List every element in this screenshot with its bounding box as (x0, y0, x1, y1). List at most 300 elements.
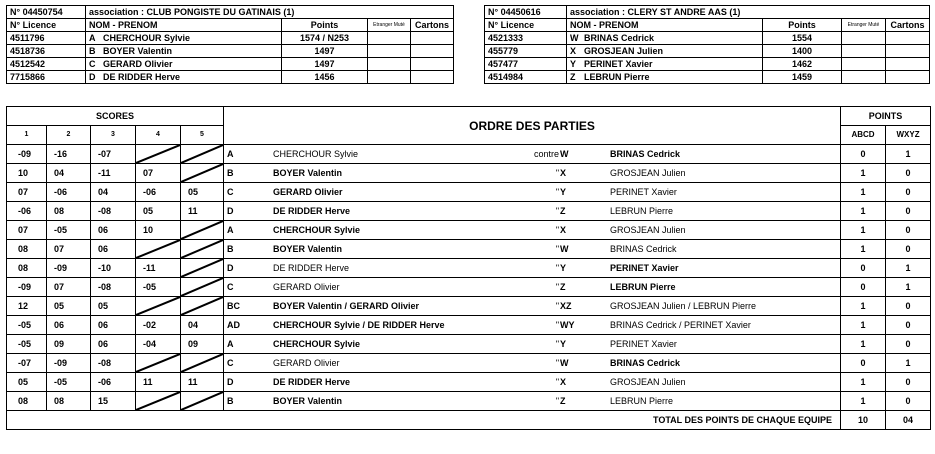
left-code: B (227, 168, 234, 178)
set-value: -16 (54, 149, 68, 159)
set-value: 05 (18, 377, 29, 387)
left-code: B (227, 244, 234, 254)
empty-set-cell (181, 297, 224, 316)
set-value: 04 (98, 187, 109, 197)
set-score-2 (47, 392, 91, 411)
right-code: X (560, 225, 567, 235)
points-wxyz: 0 (886, 335, 931, 354)
set-score-3 (91, 297, 136, 316)
set-value: 10 (18, 168, 29, 178)
set-value: 06 (98, 225, 109, 235)
player-cartons (411, 32, 454, 45)
left-player: CHERCHOUR Sylvie (273, 225, 361, 235)
strike-line (136, 240, 180, 258)
set-score-4 (136, 221, 181, 240)
player-points: 1497 (282, 58, 368, 71)
points-abcd: 1 (841, 221, 886, 240)
total-label: TOTAL DES POINTS DE CHAQUE EQUIPE (7, 411, 841, 430)
player-cartons (886, 45, 930, 58)
player-letter: D (89, 72, 96, 82)
points-abcd: 0 (841, 145, 886, 164)
set-value: 06 (98, 339, 109, 349)
set-value: -05 (18, 320, 32, 330)
set-score-4 (136, 259, 181, 278)
player-points: 1554 (763, 32, 842, 45)
set-value: 04 (188, 320, 199, 330)
set-value: -09 (54, 358, 68, 368)
right-player: BRINAS Cedrick (610, 244, 677, 254)
points-wxyz: 0 (886, 164, 931, 183)
set-value: -09 (18, 282, 32, 292)
player-name-cell (567, 58, 763, 71)
partie-cell (224, 221, 841, 240)
team-a-points-header: Points (282, 19, 368, 32)
set-score-3 (91, 202, 136, 221)
player-etranger (842, 45, 886, 58)
set-value: 07 (54, 244, 65, 254)
match-row (7, 202, 931, 221)
match-row (7, 278, 931, 297)
team-a-nom-header: NOM - PRENOM (86, 19, 282, 32)
team-a-licence-header: N° Licence (7, 19, 86, 32)
team-a-number: N° 04450754 (7, 6, 86, 19)
player-name: DE RIDDER Herve (103, 72, 181, 82)
left-player: CHERCHOUR Sylvie (273, 339, 361, 349)
right-code: X (560, 377, 567, 387)
team-b-table (484, 5, 930, 84)
right-player: LEBRUN Pierre (610, 206, 674, 216)
set-score-4 (136, 316, 181, 335)
right-code: W (560, 358, 569, 368)
left-code: B (227, 396, 234, 406)
team-a-table (6, 5, 454, 84)
set-header-4: 4 (136, 126, 181, 145)
strike-line (136, 392, 180, 410)
right-player: GROSJEAN Julien (610, 225, 686, 235)
player-etranger (368, 58, 411, 71)
player-points: 1574 / N253 (282, 32, 368, 45)
player-letter: Y (570, 59, 577, 69)
set-value: 06 (98, 320, 109, 330)
contre-separator: " (555, 396, 560, 406)
team-b-association: association : CLERY ST ANDRE AAS (1) (567, 6, 930, 19)
set-score-1 (7, 240, 47, 259)
player-name: PERINET Xavier (584, 59, 653, 69)
empty-set-cell (136, 240, 181, 259)
set-score-2 (47, 202, 91, 221)
player-cartons (411, 58, 454, 71)
player-points: 1462 (763, 58, 842, 71)
set-value: 07 (143, 168, 154, 178)
match-row (7, 297, 931, 316)
player-licence: 4511796 (7, 32, 86, 45)
empty-set-cell (136, 297, 181, 316)
set-value: 11 (143, 377, 153, 387)
set-score-2 (47, 259, 91, 278)
player-row (7, 71, 454, 84)
set-score-3 (91, 183, 136, 202)
empty-set-cell (136, 392, 181, 411)
strike-line (181, 221, 223, 239)
contre-separator: " (555, 358, 560, 368)
set-value: -07 (18, 358, 32, 368)
set-score-3 (91, 259, 136, 278)
right-code: WY (560, 320, 575, 330)
player-row (7, 32, 454, 45)
left-code: A (227, 225, 234, 235)
right-code: Z (560, 282, 566, 292)
player-name-cell (567, 71, 763, 84)
player-etranger (368, 71, 411, 84)
contre-separator: contre (534, 149, 560, 159)
set-score-2 (47, 373, 91, 392)
strike-line (136, 354, 180, 372)
team-b-number: N° 04450616 (485, 6, 567, 19)
points-wxyz: 1 (886, 145, 931, 164)
player-name-cell (86, 32, 282, 45)
set-score-2 (47, 335, 91, 354)
contre-separator: " (555, 168, 560, 178)
right-player: BRINAS Cedrick (610, 149, 681, 159)
points-wxyz: 1 (886, 354, 931, 373)
contre-separator: " (555, 225, 560, 235)
match-row (7, 183, 931, 202)
set-value: -05 (54, 377, 68, 387)
player-cartons (411, 45, 454, 58)
set-value: 05 (188, 187, 199, 197)
right-player: PERINET Xavier (610, 263, 679, 273)
left-code: D (227, 377, 234, 387)
player-etranger (842, 71, 886, 84)
right-code: Y (560, 263, 567, 273)
contre-separator: " (555, 263, 560, 273)
set-score-1 (7, 373, 47, 392)
set-score-2 (47, 297, 91, 316)
set-score-5 (181, 202, 224, 221)
points-abcd: 0 (841, 278, 886, 297)
partie-cell (224, 354, 841, 373)
player-licence: 7715866 (7, 71, 86, 84)
scores-header: SCORES (7, 107, 224, 126)
left-player: DE RIDDER Herve (273, 263, 350, 273)
set-score-3 (91, 354, 136, 373)
player-letter: Z (570, 72, 576, 82)
points-wxyz: 0 (886, 221, 931, 240)
right-code: W (560, 244, 569, 254)
left-player: GERARD Olivier (273, 358, 340, 368)
left-code: C (227, 187, 234, 197)
right-player: GROSJEAN Julien / LEBRUN Pierre (610, 301, 757, 311)
player-letter: B (89, 46, 96, 56)
set-score-3 (91, 221, 136, 240)
partie-cell (224, 278, 841, 297)
team-b-cartons-header: Cartons (886, 19, 930, 32)
player-licence: 4512542 (7, 58, 86, 71)
strike-line (181, 145, 223, 163)
set-score-3 (91, 316, 136, 335)
match-row (7, 259, 931, 278)
points-wxyz: 0 (886, 373, 931, 392)
set-score-3 (91, 335, 136, 354)
contre-separator: " (555, 377, 560, 387)
empty-set-cell (181, 259, 224, 278)
set-score-4 (136, 335, 181, 354)
left-player: BOYER Valentin (273, 168, 343, 178)
set-value: 10 (143, 225, 154, 235)
set-score-1 (7, 221, 47, 240)
set-score-2 (47, 240, 91, 259)
right-code: Z (560, 206, 566, 216)
points-abcd: 0 (841, 259, 886, 278)
contre-separator: " (555, 282, 560, 292)
strike-line (181, 392, 223, 410)
points-wxyz: 0 (886, 316, 931, 335)
left-player: DE RIDDER Herve (273, 377, 351, 387)
set-value: 12 (18, 301, 29, 311)
match-row (7, 164, 931, 183)
set-score-4 (136, 183, 181, 202)
set-value: 08 (54, 206, 65, 216)
set-header-5: 5 (181, 126, 224, 145)
strike-line (181, 354, 223, 372)
points-abcd: 1 (841, 240, 886, 259)
set-score-2 (47, 354, 91, 373)
empty-set-cell (136, 145, 181, 164)
set-value: 07 (18, 187, 29, 197)
set-header-2: 2 (47, 126, 91, 145)
player-name-cell (567, 32, 763, 45)
empty-set-cell (181, 145, 224, 164)
right-code: Y (560, 339, 567, 349)
right-code: Y (560, 187, 567, 197)
empty-set-cell (181, 392, 224, 411)
total-wxyz: 04 (886, 411, 931, 430)
strike-line (181, 240, 223, 258)
set-value: -11 (98, 168, 111, 178)
set-value: 09 (54, 339, 65, 349)
right-player: PERINET Xavier (610, 187, 677, 197)
set-value: 05 (54, 301, 65, 311)
strike-line (136, 297, 180, 315)
points-abcd: 1 (841, 297, 886, 316)
right-player: BRINAS Cedrick (610, 358, 681, 368)
player-name: BOYER Valentin (103, 46, 173, 56)
empty-set-cell (136, 354, 181, 373)
match-sheet-table (6, 106, 931, 430)
right-code: W (560, 149, 569, 159)
set-score-2 (47, 316, 91, 335)
set-score-5 (181, 373, 224, 392)
empty-set-cell (181, 240, 224, 259)
set-value: 09 (188, 339, 199, 349)
match-row (7, 221, 931, 240)
set-score-1 (7, 278, 47, 297)
set-value: 06 (54, 320, 65, 330)
left-code: D (227, 206, 234, 216)
player-row (485, 71, 930, 84)
set-value: 11 (188, 206, 198, 216)
set-score-4 (136, 373, 181, 392)
partie-cell (224, 164, 841, 183)
set-value: 06 (98, 244, 109, 254)
player-letter: C (89, 59, 96, 69)
player-name-cell (86, 45, 282, 58)
player-row (7, 45, 454, 58)
left-player: BOYER Valentin (273, 244, 343, 254)
player-etranger (368, 45, 411, 58)
empty-set-cell (181, 354, 224, 373)
team-b-licence-header: N° Licence (485, 19, 567, 32)
left-player: BOYER Valentin / GERARD Olivier (273, 301, 420, 311)
right-code: X (560, 168, 567, 178)
total-abcd: 10 (841, 411, 886, 430)
partie-cell (224, 335, 841, 354)
contre-separator: " (555, 206, 560, 216)
set-value: 07 (18, 225, 29, 235)
partie-cell (224, 316, 841, 335)
player-cartons (886, 71, 930, 84)
set-header-1: 1 (7, 126, 47, 145)
left-code: BC (227, 301, 241, 311)
strike-line (181, 297, 223, 315)
set-value: -06 (54, 187, 68, 197)
contre-separator: " (555, 244, 560, 254)
right-player: GROSJEAN Julien (610, 377, 686, 387)
set-value: -02 (143, 320, 157, 330)
team-a-association: association : CLUB PONGISTE DU GATINAIS (1) (86, 6, 454, 19)
left-code: A (227, 339, 234, 349)
set-score-2 (47, 278, 91, 297)
player-name: LEBRUN Pierre (584, 72, 650, 82)
partie-cell (224, 183, 841, 202)
set-score-4 (136, 278, 181, 297)
set-score-1 (7, 354, 47, 373)
right-player: GROSJEAN Julien (610, 168, 686, 178)
player-licence: 457477 (485, 58, 567, 71)
set-value: -06 (98, 377, 112, 387)
set-score-1 (7, 183, 47, 202)
player-etranger (368, 32, 411, 45)
contre-separator: " (555, 187, 560, 197)
match-row (7, 335, 931, 354)
set-value: -08 (98, 282, 112, 292)
player-row (485, 58, 930, 71)
team-a-etranger-header: Etranger Muté (368, 19, 411, 32)
set-score-1 (7, 202, 47, 221)
player-cartons (886, 32, 930, 45)
left-code: D (227, 263, 234, 273)
left-code: AD (227, 320, 241, 330)
set-score-5 (181, 335, 224, 354)
contre-separator: " (555, 339, 560, 349)
points-abcd: 1 (841, 202, 886, 221)
set-value: 15 (98, 396, 109, 406)
left-code: A (227, 149, 234, 159)
player-cartons (886, 58, 930, 71)
team-a-cartons-header: Cartons (411, 19, 454, 32)
left-player: GERARD Olivier (273, 282, 340, 292)
set-value: 07 (54, 282, 65, 292)
contre-separator: " (555, 320, 560, 330)
player-licence: 4521333 (485, 32, 567, 45)
left-player: CHERCHOUR Sylvie (273, 149, 359, 159)
set-score-4 (136, 202, 181, 221)
set-value: -05 (18, 339, 32, 349)
player-etranger (842, 32, 886, 45)
match-row (7, 145, 931, 164)
set-header-3: 3 (91, 126, 136, 145)
contre-separator: " (555, 301, 560, 311)
points-abcd: 1 (841, 335, 886, 354)
set-score-5 (181, 316, 224, 335)
set-score-3 (91, 392, 136, 411)
player-licence: 4514984 (485, 71, 567, 84)
set-value: -08 (98, 206, 112, 216)
set-score-5 (181, 183, 224, 202)
empty-set-cell (181, 278, 224, 297)
set-value: 11 (188, 377, 198, 387)
match-row (7, 373, 931, 392)
match-row (7, 316, 931, 335)
set-score-3 (91, 145, 136, 164)
left-player: DE RIDDER Herve (273, 206, 351, 216)
set-score-1 (7, 164, 47, 183)
set-score-1 (7, 145, 47, 164)
set-score-4 (136, 164, 181, 183)
set-score-1 (7, 335, 47, 354)
set-score-1 (7, 259, 47, 278)
set-score-2 (47, 164, 91, 183)
wxyz-header: WXYZ (886, 126, 931, 145)
strike-line (136, 145, 180, 163)
empty-set-cell (181, 164, 224, 183)
player-name-cell (567, 45, 763, 58)
match-row (7, 354, 931, 373)
partie-cell (224, 373, 841, 392)
partie-cell (224, 202, 841, 221)
player-name-cell (86, 71, 282, 84)
set-value: -10 (98, 263, 112, 273)
empty-set-cell (181, 221, 224, 240)
set-value: -06 (143, 187, 157, 197)
set-score-1 (7, 297, 47, 316)
set-score-1 (7, 392, 47, 411)
set-value: -08 (98, 358, 112, 368)
points-abcd: 1 (841, 392, 886, 411)
player-cartons (411, 71, 454, 84)
points-header: POINTS (841, 107, 931, 126)
set-value: 04 (54, 168, 65, 178)
player-letter: X (570, 46, 577, 56)
partie-cell (224, 259, 841, 278)
partie-cell (224, 240, 841, 259)
right-player: PERINET Xavier (610, 339, 677, 349)
player-etranger (842, 58, 886, 71)
set-value: -11 (143, 263, 156, 273)
points-wxyz: 0 (886, 202, 931, 221)
points-abcd: 1 (841, 164, 886, 183)
player-licence: 455779 (485, 45, 567, 58)
player-points: 1497 (282, 45, 368, 58)
strike-line (181, 259, 223, 277)
player-name-cell (86, 58, 282, 71)
set-value: -05 (143, 282, 157, 292)
set-score-2 (47, 221, 91, 240)
right-player: BRINAS Cedrick / PERINET Xavier (610, 320, 751, 330)
set-value: -04 (143, 339, 157, 349)
player-row (485, 32, 930, 45)
points-wxyz: 0 (886, 297, 931, 316)
